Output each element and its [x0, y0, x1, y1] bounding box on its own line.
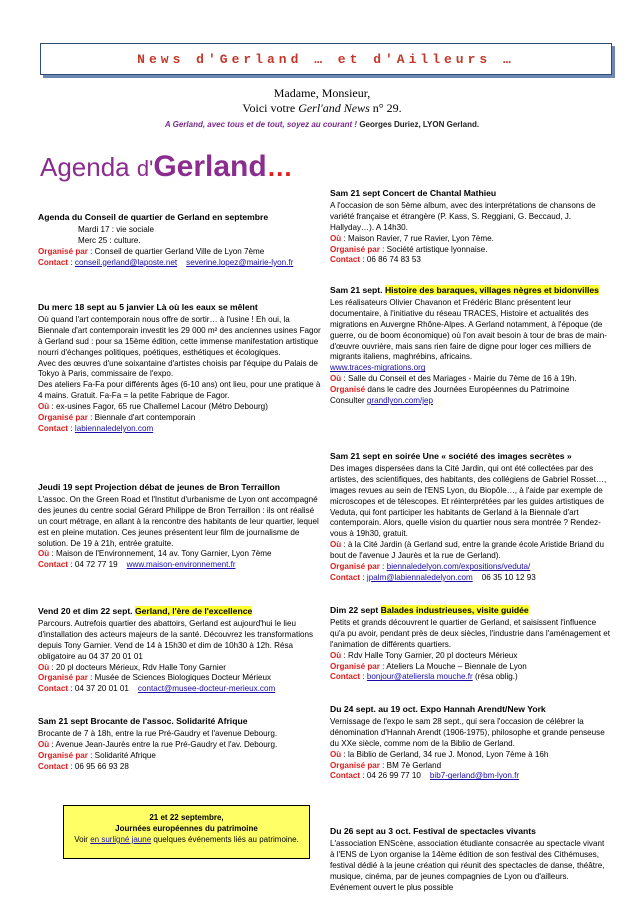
- masthead-title: News d'Gerland … et d'Ailleurs …: [137, 51, 515, 67]
- event-secretes: Sam 21 sept en soirée Une « société des images secrètes » Des images dispersées dans la Cité Jardin, qui ont été collectées par des artistes, des scientifiques, des habitants, des collégiens de Gabriel Rosset…, images revues au sein de l'ENS Lyon, du Biopôle…, à l'aide par exemple de microscopes et de télescopes. Et réinterprétées par les guides artistiques de Veduta, qui font participer les habitants de Gerland à la Biennale d'art contemporain. Alors, quelle vision du quartier nous sera montrée ? Rendez-vous à 19h30, gratuit. Où : à la Cité Jardin (à Gerland sud, entre la grande école Aristide Briand du bout de l'avenue J Jaurès et la rue de Gerland). Organisé par : biennaledelyon.com/expositions/veduta/ Contact : jpalm@labiennaledelyon.com 06 35 10 12 93: [330, 451, 607, 582]
- event-brocante: Sam 21 sept Brocante de l'assoc. Solidarité Afrique Brocante de 7 à 18h, entre la rue Pré-Gaudry et l'avenue Debourg. Où : Avenue Jean-Jaurès entre la rue Pré-Gaudry et l'av. Debourg. Organisé par : Solidarité Afrique Contact : 06 95 66 93 28: [38, 716, 278, 771]
- event-conseil: Agenda du Conseil de quartier de Gerland en septembre Mardi 17 : vie sociale Merc 25 : culture. Organisé par : Conseil de quartier Gerland Ville de Lyon 7ème Contact : conseil.gerland@laposte.net severine.lopez@mairie-lyon.fr: [38, 212, 294, 267]
- contact-link[interactable]: severine.lopez@mairie-lyon.fr: [186, 257, 294, 267]
- event-mathieu: Sam 21 sept Concert de Chantal Mathieu A l'occasion de son 5ème album, avec des interprétations de chansons de variété française et étrangère (P. Kass, S. Reggiani, G. Beccaud, J. Hallyday…). A 14h30. Où : Maison Ravier, 7 rue Ravier, Lyon 7ème. Organisé par : Société artistique lyonnaise. Contact : 06 86 74 83 53: [330, 188, 596, 265]
- event-excellence: Vend 20 et dim 22 sept. Gerland, l'ère de l'excellence Parcours. Autrefois quartier des abattoirs, Gerland est aujourd'hui le lieu d'installation des acteurs majeurs de la santé. Découvrez les transformations depuis Tony Garnier. Vend de 14 à 15h30 et dim de 10h30 à 12h. Résa obligatoire au 04 37 20 01 01 Où : 20 pl docteurs Mérieux, Rdv Halle Tony Garnier Organisé par : Musée de Sciences Biologiques Docteur Mérieux Contact : 04 37 20 01 01 contact@musee-docteur-merieux.com: [38, 606, 314, 694]
- event-terraillon: Jeudi 19 sept Projection débat de jeunes de Bron Terraillon L'assoc. On the Green Road et l'Institut d'urbanisme de Lyon ont accompagné des jeunes du centre social Gérard Philippe de Bron Terraillon : ils ont réalisé un court métrage, en allant à la rencontre des habitants de leur quartier, lequel est en pleine mutation. Ces jeunes présentent leur film de journalisme de solution. De 19 à 21h, entrée gratuite. Où : Maison de l'Environnement, 14 av. Tony Garnier, Lyon 7ème Contact : 04 72 77 19 www.maison-environnement.fr: [38, 482, 319, 570]
- quote: A Gerland, avec tous et de tout, soyez au courant ! Georges Duriez, LYON Gerland.: [164, 120, 480, 129]
- contact-link[interactable]: jpalm@labiennaledelyon.com: [366, 572, 473, 582]
- contact-link[interactable]: www.maison-environnement.fr: [126, 560, 236, 570]
- greeting-line1: Madame, Monsieur,: [273, 86, 371, 100]
- contact-link[interactable]: labiennaledelyon.com: [74, 423, 154, 433]
- contact-link[interactable]: bib7-gerland@bm-lyon.fr: [429, 771, 520, 781]
- contact-link[interactable]: conseil.gerland@laposte.net: [74, 257, 178, 267]
- event-balades: Dim 22 sept Balades industrieuses, visite guidée Petits et grands découvrent le quartier de Gerland, et saisissent l'influence qu'a pu avoir, pendant près de deux siècles, l'industrie dans l'aménagement et l'animation de différents quartiers. Où : Rdv Halle Tony Garnier, 20 pl docteurs Mérieux Organisé par : Ateliers La Mouche – Biennale de Lyon Contact : bonjour@ateliersla mouche.fr (résa oblig.): [330, 605, 611, 682]
- traces-link[interactable]: www.traces-migrations.org: [330, 363, 426, 373]
- masthead: [40, 43, 612, 75]
- greeting-line2: Voici votre Gerl'and News n° 29.: [242, 101, 402, 115]
- contact-link[interactable]: bonjour@ateliersla mouche.fr: [366, 672, 473, 682]
- event-biennale: Du merc 18 sept au 5 janvier Là où les eaux se mêlent Où quand l'art contemporain nous offre de sortir… à l'usine ! Eh oui, la Biennale d'art contemporain investit les 29 000 m² des anciennes usines Fagor à Gerland sud : pour sa 15ème édition, cette immense manifestation artistique nourri d'échanges politiques, poétiques, esthétiques et écologiques. Avec des œuvres d'une soixantaine d'artistes choisis par l'équipe du Palais de Tokyo à Paris, commissaire de l'expo. Des ateliers Fa-Fa pour différents âges (6-10 ans) ont lieu, pour une pratique à 4 mains. Gratuit. Fa-Fa = la petite Fabrique de Fagor. Où : ex-usines Fagor, 65 rue Challemel Lacour (Métro Debourg) Organisé par : Biennale d'art contemporain Contact : labiennaledelyon.com: [38, 302, 321, 433]
- event-cithemuses: Du 26 sept au 3 oct. Festival de spectacles vivants L'association ENScène, association étudiante consacrée au spectacle vivant à l'ENS de Lyon organise la 14ème édition de son festival des Cithémuses, festival dédié à la jeune création qui réunit des spectacles de danse, théâtre, musique, cinéma, par de jeunes compagnies de Lyon ou d'ailleurs. Evénement ouvert le plus possible: [330, 826, 605, 892]
- heritage-box: 21 et 22 septembre, Journées européennes du patrimoine Voir en surligné jaune quelques événements liés au patrimoine.: [63, 805, 310, 859]
- contact-link[interactable]: contact@musee-docteur-merieux.com: [137, 684, 276, 694]
- event-arendt: Du 24 sept. au 19 oct. Expo Hannah Arendt/New York Vernissage de l'expo le sam 28 sept., qui sera l'occasion de célébrer la dénomination d'Hannah Arendt (1906-1975), philosophe et grande penseuse du XXe siècle, comme nom de la Biblio de Gerland. Où : la Biblio de Gerland, 34 rue J. Monod, Lyon 7ème à 16h Organisé par : BM 7è Gerland Contact : 04 26 99 77 10 bib7-gerland@bm-lyon.fr: [330, 704, 605, 781]
- veduta-link[interactable]: biennaledelyon.com/expositions/veduta/: [386, 562, 531, 572]
- agenda-title: Agenda d'Gerland…: [40, 150, 293, 183]
- event-baraques: Sam 21 sept. Histoire des baraques, villages nègres et bidonvilles Les réalisateurs Olivier Chavanon et Frédéric Blanc présentent leur documentaire, à l'initiative du réseau TRACES, Histoire et actualités des migrations en Auvergne Rhône-Alpes. A Gerland notamment, à l'époque (de guerre, ou de boom économique) où l'on avait besoin à tour de bras de main-d'œuvre ouvrière, mais sans rien faire de digne pour loger ces milliers de migrants italiens, maghrébins, africains. www.traces-migrations.org Où : Salle du Conseil et des Mariages - Mairie du 7ème de 16 à 19h. Organisé dans le cadre des Journées Européennes du Patrimoine Consulter grandlyon.com/jep: [330, 285, 607, 406]
- jep-link[interactable]: grandlyon.com/jep: [366, 396, 434, 406]
